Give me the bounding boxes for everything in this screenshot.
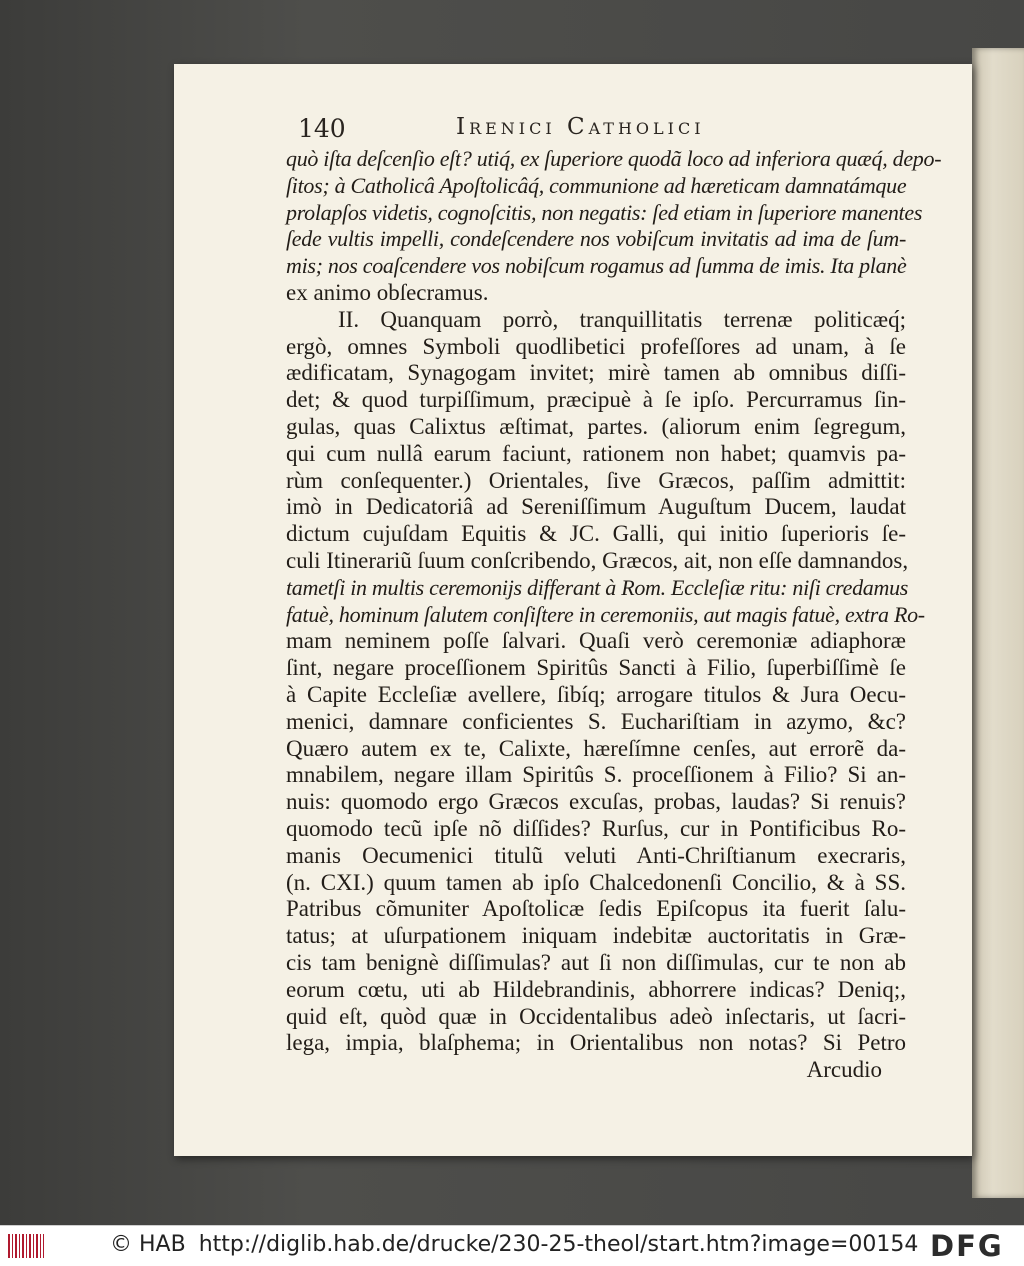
footer-copyright: © HAB xyxy=(110,1232,186,1257)
text-line: ergò, omnes Symboli quodlibetici profeſſores ad unam, à ſe xyxy=(286,333,906,359)
text-line: cis tam benignè diſſimulas? aut ſi non diſſimulas, cur te non ab xyxy=(286,949,906,975)
text-line: culi Itinerariũ ſuum conſcribendo, Græcos, ait, non eſſe damnandos, xyxy=(286,547,909,573)
text-line: à Capite Eccleſiæ avellere, ſibíq; arrogare titulos & Jura Oecu- xyxy=(286,681,906,707)
text-line: Quæro autem ex te, Calixte, hæreſímne cenſes, aut errorẽ da- xyxy=(286,735,906,761)
text-line: nuis: quomodo ergo Græcos excuſas, probas, laudas? Si renuis? xyxy=(286,789,906,815)
text-line: lega, impia, blaſphema; in Orientalibus non notas? Si Petro xyxy=(286,1030,906,1056)
text-line: gulas, quas Calixtus æſtimat, partes. (aliorum enim ſegregum, xyxy=(286,413,906,439)
text-line: II. Quanquam porrò, tranquillitatis terrenæ politicæq́; xyxy=(338,306,906,332)
footer-url-link[interactable]: http://diglib.hab.de/drucke/230-25-theol/start.htm?image=00154 xyxy=(198,1232,919,1257)
running-title: Irenici Catholici xyxy=(456,114,705,140)
text-line: fatuè, hominum ſalutem conſiſtere in ceremoniis, aut magis fatuè, extra Ro- xyxy=(286,601,925,627)
text-line: Patribus cõmuniter Apoſtolicæ ſedis Epiſcopus ita fuerit ſalu- xyxy=(286,896,906,922)
text-line: ſint, negare proceſſionem Spiritûs Sancti à Filio, ſuperbiſſimè ſe xyxy=(286,655,906,681)
text-line: quomodo tecũ ipſe nõ diſſides? Rurſus, cur in Pontificibus Ro- xyxy=(286,815,906,841)
hab-barcode-icon xyxy=(8,1234,44,1258)
text-line: qui cum nullâ earum faciunt, rationem non habet; quamvis pa- xyxy=(286,440,906,466)
text-line: mis; nos coaſcendere vos nobiſcum rogamus ad ſumma de imis. Ita planè xyxy=(286,253,907,279)
text-line: imò in Dedicatoriâ ad Sereniſſimum Auguſtum Ducem, laudat xyxy=(286,494,906,520)
catchword: Arcudio xyxy=(806,1057,882,1083)
body-text xyxy=(286,146,942,1084)
text-line: ædificatam, Synagogam invitet; mirè tamen ab omnibus diſſi- xyxy=(286,360,906,386)
text-line: mnabilem, negare illam Spiritûs S. proceſſionem à Filio? Si an- xyxy=(286,762,906,788)
text-line: dictum cujuſdam Equitis & JC. Galli, qui initio ſuperioris ſe- xyxy=(286,521,906,547)
adjacent-page-edge xyxy=(972,48,1024,1198)
page-number: 140 xyxy=(298,114,346,143)
text-line: manis Oecumenici titulũ veluti Anti-Chriſtianum execraris, xyxy=(286,842,906,868)
text-line: tametſi in multis ceremonijs differant à Rom. Eccleſiæ ritu: niſi credamus xyxy=(286,574,909,600)
text-line: det; & quod turpiſſimum, præcipuè à ſe ipſo. Percurramus ſin- xyxy=(286,387,906,413)
text-line: (n. CXI.) quum tamen ab ipſo Chalcedonenſi Concilio, & à SS. xyxy=(286,869,906,895)
text-line: tatus; at uſurpationem iniquam indebitæ auctoritatis in Græ- xyxy=(286,923,906,949)
text-line: quò iſta deſcenſio eſt? utiq́, ex ſuperiore quodã loco ad inferiora quæq́, depo- xyxy=(286,146,942,171)
footer-citation xyxy=(110,1232,918,1257)
text-line: ſede vultis impelli, condeſcendere nos vobiſcum invitatis ad ima de ſum- xyxy=(286,226,906,252)
text-line: quid eſt, quòd quæ in Occidentalibus adeò inſectaris, ut ſacri- xyxy=(286,1003,906,1029)
text-line: rùm conſequenter.) Orientales, ſive Græcos, paſſim admittit: xyxy=(286,467,906,493)
text-line: ſitos; à Catholicâ Apoſtolicâq́, communione ad hæreticam damnatámque xyxy=(286,172,907,198)
text-line: menici, damnare conficientes S. Euchariſtiam in azymo, &c? xyxy=(286,708,906,734)
text-line: mam neminem poſſe ſalvari. Quaſi verò ceremoniæ adiaphoræ xyxy=(286,628,906,654)
page-header xyxy=(298,114,868,148)
text-line: prolapſos videtis, cognoſcitis, non negatis: ſed etiam in ſuperiore manentes xyxy=(286,199,923,225)
footer-bar xyxy=(0,1225,1024,1266)
text-line: eorum cœtu, uti ab Hildebrandinis, abhorrere indicas? Deniq;, xyxy=(286,976,906,1002)
text-line: ex animo obſecramus. xyxy=(286,279,489,305)
book-page xyxy=(174,64,972,1156)
dfg-logo: DFG xyxy=(930,1229,1004,1263)
